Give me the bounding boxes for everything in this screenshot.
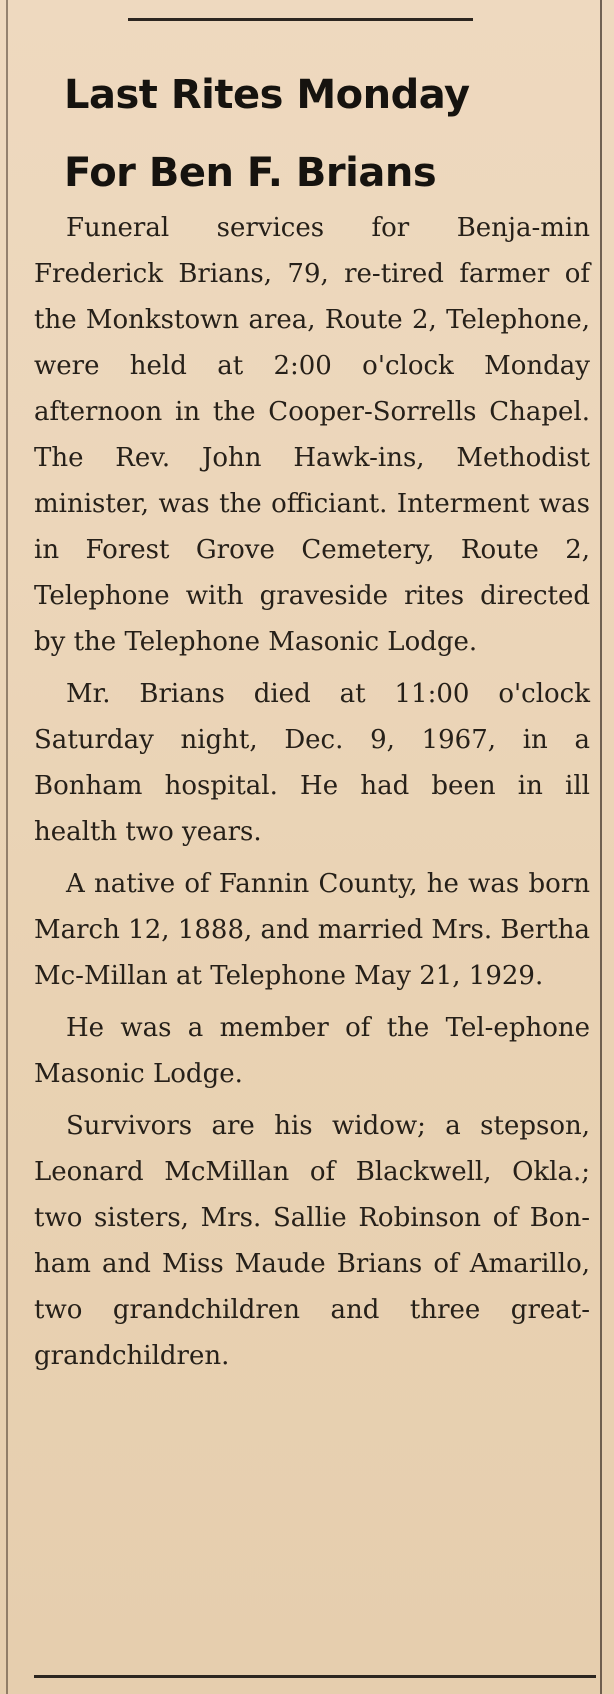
headline xyxy=(64,56,584,212)
column-rule-left xyxy=(6,0,8,1694)
headline-line-1: Last Rites Monday xyxy=(64,72,470,118)
paragraph-survivors: Survivors are his widow; a stepson, Leonard McMillan of Blackwell, Okla.; two sisters, Mrs. Sallie Robinson of Bon-ham and Miss Maude Brians of Amarillo, two grandchildren and three great-grandchildren. xyxy=(34,1111,590,1371)
column-rule-right xyxy=(600,0,602,1694)
paragraph-membership: He was a member of the Tel-ephone Masonic Lodge. xyxy=(34,1013,590,1089)
article-body xyxy=(34,205,590,1385)
bottom-rule xyxy=(34,1675,596,1678)
paragraph-birth-marriage: A native of Fannin County, he was born March 12, 1888, and married Mrs. Bertha Mc-Millan at Telephone May 21, 1929. xyxy=(34,869,590,991)
paragraph-funeral-services: Funeral services for Benja-min Frederick Brians, 79, re-tired farmer of the Monkstown area, Route 2, Telephone, were held at 2:00 o'clock Monday afternoon in the Cooper-Sorrells Chapel. The Rev. John Hawk-ins, Methodist minister, was the officiant. Interment was in Forest Grove Cemetery, Route 2, Telephone with graveside rites directed by the Telephone Masonic Lodge. xyxy=(34,213,590,657)
headline-line-2: For Ben F. Brians xyxy=(64,150,437,196)
paragraph-death: Mr. Brians died at 11:00 o'clock Saturday night, Dec. 9, 1967, in a Bonham hospital. He had been in ill health two years. xyxy=(34,679,590,847)
top-rule xyxy=(128,18,473,21)
